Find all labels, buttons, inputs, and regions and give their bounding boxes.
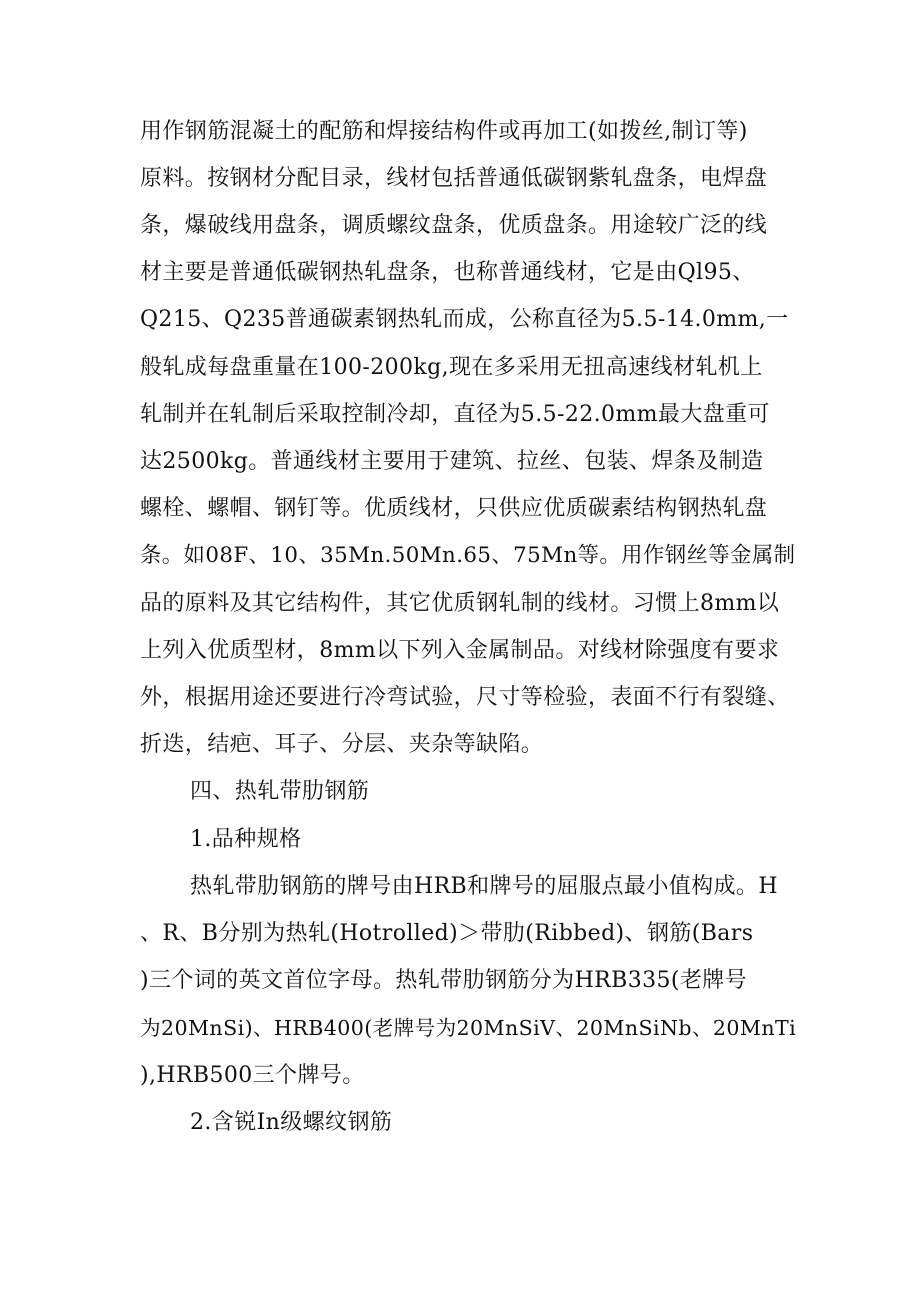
text-line: 轧制并在轧制后采取控制冷却，直径为5.5-22.0mm最大盘重可 [140,402,770,427]
text-line: 达2500kg。普通线材主要用于建筑、拉丝、包装、焊条及制造 [140,449,764,474]
subsection-heading: 2.含锐In级螺纹钢筋 [190,1110,393,1135]
text-line: 、R、B分别为热轧(Hotrolled)＞带肋(Ribbed)、钢筋(Bars [140,921,754,946]
text-line: 螺栓、螺帽、钢钉等。优质线材，只供应优质碳素结构钢热轧盘 [140,496,768,521]
text-line: 上列入优质型材，8mm以下列入金属制品。对线材除强度有要求 [140,638,780,663]
text-line: 材主要是普通低碳钢热轧盘条，也称普通线材，它是由Ql95、 [140,260,755,285]
text-line: 为20MnSi)、HRB400(老牌号为20MnSiV、20MnSiNb、20MnTi [140,1016,797,1040]
text-line: Q215、Q235普通碳素钢热轧而成，公称直径为5.5-14.0mm,一 [140,307,789,332]
text-line: ),HRB500三个牌号。 [140,1063,365,1088]
subsection-heading: 1.品种规格 [190,827,302,852]
text-line: 原料。按钢材分配目录，线材包括普通低碳钢紫轧盘条，电焊盘 [140,166,768,191]
text-line: 外，根据用途还要进行冷弯试验，尺寸等检验，表面不行有裂缝、 [140,685,790,710]
text-line: 品的原料及其它结构件，其它优质钢轧制的线材。习惯上8mm以 [140,591,780,616]
text-line: 般轧成每盘重量在100-200kg,现在多采用无扭高速线材轧机上 [140,355,763,380]
text-line: 热轧带肋钢筋的牌号由HRB和牌号的屈服点最小值构成。H [190,874,778,899]
text-line: )三个词的英文首位字母。热轧带肋钢筋分为HRB335(老牌号 [140,968,748,993]
text-line: 用作钢筋混凝土的配筋和焊接结构件或再加工(如拨丝,制订等) [140,119,748,144]
section-heading: 四、热轧带肋钢筋 [190,779,370,804]
text-line: 折迭，结疤、耳子、分层、夹杂等缺陷。 [140,732,544,757]
text-line: 条，爆破线用盘条，调质螺纹盘条，优质盘条。用途较广泛的线 [140,213,768,238]
text-line: 条。如08F、10、35Mn.50Mn.65、75Mn等。用作钢丝等金属制 [140,543,796,568]
